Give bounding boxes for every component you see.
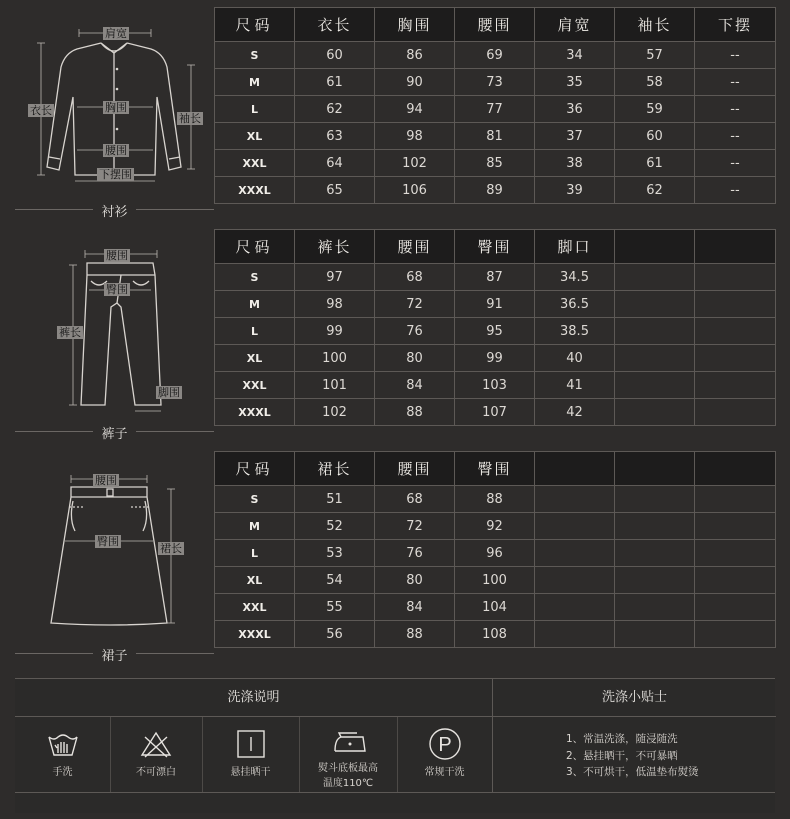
- value-cell: --: [695, 177, 776, 204]
- header-cell: 衣长: [295, 8, 375, 42]
- value-cell: 41: [535, 372, 615, 399]
- shirt-section: [15, 7, 775, 220]
- value-cell: 87: [455, 264, 535, 291]
- value-cell: [695, 486, 776, 513]
- size-cell: XXL: [215, 594, 295, 621]
- size-cell: XXL: [215, 372, 295, 399]
- size-cell: L: [215, 540, 295, 567]
- value-cell: 104: [455, 594, 535, 621]
- table-row: [215, 318, 776, 345]
- dry-clean-icon: [428, 727, 462, 761]
- header-cell: 腰围: [455, 8, 535, 42]
- value-cell: [615, 513, 695, 540]
- header-size: 尺码: [215, 8, 295, 42]
- value-cell: 58: [615, 69, 695, 96]
- value-cell: 68: [375, 486, 455, 513]
- pants-size-table: [214, 229, 776, 426]
- value-cell: 99: [295, 318, 375, 345]
- value-cell: [695, 621, 776, 648]
- value-cell: 59: [615, 96, 695, 123]
- value-cell: 52: [295, 513, 375, 540]
- value-cell: 85: [455, 150, 535, 177]
- header-cell: [615, 230, 695, 264]
- care-title: 洗涤说明: [15, 679, 492, 717]
- hem-tag: 下摆围: [99, 168, 132, 181]
- size-cell: M: [215, 291, 295, 318]
- leg-opening-tag: 脚围: [158, 386, 180, 399]
- header-cell: 臀围: [455, 230, 535, 264]
- svg-text:P: P: [437, 734, 452, 756]
- size-cell: XXXL: [215, 399, 295, 426]
- value-cell: 55: [295, 594, 375, 621]
- value-cell: [695, 318, 776, 345]
- table-row: [215, 42, 776, 69]
- value-cell: 96: [455, 540, 535, 567]
- value-cell: 72: [375, 513, 455, 540]
- chest-tag: 胸围: [105, 101, 127, 114]
- tip-item: 2、悬挂晒干，不可暴晒: [566, 749, 678, 762]
- value-cell: 65: [295, 177, 375, 204]
- size-cell: M: [215, 513, 295, 540]
- value-cell: --: [695, 150, 776, 177]
- size-cell: XXXL: [215, 177, 295, 204]
- value-cell: [615, 567, 695, 594]
- value-cell: [615, 291, 695, 318]
- shirt-size-table: [214, 7, 776, 204]
- hand-wash-icon: [46, 729, 80, 759]
- skirt-size-table: [214, 451, 776, 648]
- value-cell: 40: [535, 345, 615, 372]
- table-row: [215, 150, 776, 177]
- table-row: [215, 264, 776, 291]
- value-cell: 62: [295, 96, 375, 123]
- value-cell: 86: [375, 42, 455, 69]
- value-cell: 72: [375, 291, 455, 318]
- value-cell: [535, 594, 615, 621]
- value-cell: 107: [455, 399, 535, 426]
- length-tag: 衣长: [30, 104, 52, 117]
- table-row: [215, 567, 776, 594]
- hip-tag: 臀围: [97, 535, 119, 548]
- value-cell: 61: [615, 150, 695, 177]
- size-cell: XL: [215, 567, 295, 594]
- pants-length-tag: 裤长: [59, 326, 81, 339]
- value-cell: 53: [295, 540, 375, 567]
- size-cell: XXL: [215, 150, 295, 177]
- value-cell: 103: [455, 372, 535, 399]
- size-cell: M: [215, 69, 295, 96]
- value-cell: 94: [375, 96, 455, 123]
- value-cell: 108: [455, 621, 535, 648]
- value-cell: [615, 264, 695, 291]
- value-cell: 34: [535, 42, 615, 69]
- value-cell: 98: [375, 123, 455, 150]
- shirt-label: 衬衫: [15, 201, 214, 220]
- header-size: 尺码: [215, 452, 295, 486]
- care-item-hang-dry: 悬挂晒干: [202, 717, 300, 792]
- iron-icon: [329, 729, 367, 755]
- hip-tag: 臀围: [106, 283, 128, 296]
- size-cell: S: [215, 42, 295, 69]
- skirt-label: 裙子: [15, 645, 214, 664]
- value-cell: [535, 621, 615, 648]
- tip-item: 3、不可烘干，低温垫布熨烫: [566, 766, 699, 778]
- size-cell: L: [215, 96, 295, 123]
- value-cell: 88: [455, 486, 535, 513]
- table-row: [215, 177, 776, 204]
- value-cell: 61: [295, 69, 375, 96]
- table-row: [215, 96, 776, 123]
- value-cell: [535, 486, 615, 513]
- waist-tag: 腰围: [95, 474, 117, 487]
- value-cell: 38: [535, 150, 615, 177]
- table-row: [215, 345, 776, 372]
- size-cell: L: [215, 318, 295, 345]
- care-bottom-line: [15, 792, 775, 793]
- value-cell: 64: [295, 150, 375, 177]
- value-cell: [615, 345, 695, 372]
- value-cell: [535, 567, 615, 594]
- value-cell: 90: [375, 69, 455, 96]
- value-cell: [615, 621, 695, 648]
- care-item-dry-clean: P 常规干洗: [397, 717, 492, 792]
- value-cell: [615, 594, 695, 621]
- header-cell: 臀围: [455, 452, 535, 486]
- care-tips-title: 洗涤小贴士: [492, 679, 776, 717]
- header-cell: 脚口: [535, 230, 615, 264]
- header-cell: 裙长: [295, 452, 375, 486]
- value-cell: 68: [375, 264, 455, 291]
- value-cell: --: [695, 42, 776, 69]
- value-cell: [615, 372, 695, 399]
- value-cell: [535, 540, 615, 567]
- shoulder-tag: 肩宽: [105, 27, 127, 40]
- header-cell: [535, 452, 615, 486]
- value-cell: 38.5: [535, 318, 615, 345]
- value-cell: 54: [295, 567, 375, 594]
- pants-illustration: [15, 229, 214, 442]
- value-cell: 81: [455, 123, 535, 150]
- header-cell: 腰围: [375, 230, 455, 264]
- value-cell: 91: [455, 291, 535, 318]
- value-cell: [615, 318, 695, 345]
- pants-section: [15, 229, 775, 442]
- size-cell: XL: [215, 345, 295, 372]
- size-cell: XXXL: [215, 621, 295, 648]
- value-cell: 101: [295, 372, 375, 399]
- value-cell: 37: [535, 123, 615, 150]
- header-cell: 腰围: [375, 452, 455, 486]
- value-cell: 102: [375, 150, 455, 177]
- value-cell: 80: [375, 345, 455, 372]
- value-cell: [695, 372, 776, 399]
- value-cell: 80: [375, 567, 455, 594]
- care-tips: [566, 731, 699, 781]
- no-bleach-icon: [139, 729, 173, 759]
- value-cell: 89: [455, 177, 535, 204]
- table-row: [215, 291, 776, 318]
- value-cell: [695, 540, 776, 567]
- value-cell: 69: [455, 42, 535, 69]
- table-row: [215, 621, 776, 648]
- table-row: [215, 513, 776, 540]
- value-cell: 34.5: [535, 264, 615, 291]
- value-cell: 84: [375, 372, 455, 399]
- care-divider: [492, 717, 493, 792]
- value-cell: 95: [455, 318, 535, 345]
- value-cell: 56: [295, 621, 375, 648]
- value-cell: 35: [535, 69, 615, 96]
- header-cell: 胸围: [375, 8, 455, 42]
- skirt-length-tag: 裙长: [160, 542, 182, 555]
- value-cell: 76: [375, 318, 455, 345]
- table-row: [215, 399, 776, 426]
- value-cell: 102: [295, 399, 375, 426]
- value-cell: [695, 264, 776, 291]
- value-cell: 98: [295, 291, 375, 318]
- value-cell: [695, 399, 776, 426]
- value-cell: 60: [295, 42, 375, 69]
- hang-dry-icon: [234, 729, 268, 759]
- value-cell: --: [695, 123, 776, 150]
- table-row: [215, 594, 776, 621]
- value-cell: 92: [455, 513, 535, 540]
- value-cell: 77: [455, 96, 535, 123]
- value-cell: 99: [455, 345, 535, 372]
- value-cell: --: [695, 96, 776, 123]
- value-cell: 36: [535, 96, 615, 123]
- waist-tag: 腰围: [105, 144, 127, 157]
- sleeve-tag: 袖长: [179, 112, 201, 125]
- value-cell: 36.5: [535, 291, 615, 318]
- waist-tag: 腰围: [106, 249, 128, 262]
- header-cell: 下摆: [695, 8, 776, 42]
- value-cell: [695, 345, 776, 372]
- value-cell: 63: [295, 123, 375, 150]
- skirt-illustration: [15, 451, 214, 664]
- table-row: [215, 123, 776, 150]
- care-section: [15, 678, 775, 813]
- value-cell: 97: [295, 264, 375, 291]
- care-item-iron: 熨斗底板最高 温度110℃: [299, 717, 398, 792]
- size-cell: S: [215, 264, 295, 291]
- value-cell: 100: [455, 567, 535, 594]
- value-cell: --: [695, 69, 776, 96]
- value-cell: 73: [455, 69, 535, 96]
- value-cell: [615, 486, 695, 513]
- value-cell: 100: [295, 345, 375, 372]
- header-cell: 肩宽: [535, 8, 615, 42]
- value-cell: 84: [375, 594, 455, 621]
- tip-item: 1、常温洗涤，随浸随洗: [566, 733, 678, 745]
- table-row: [215, 486, 776, 513]
- value-cell: [535, 513, 615, 540]
- table-row: [215, 372, 776, 399]
- value-cell: 42: [535, 399, 615, 426]
- shirt-illustration: [15, 7, 214, 220]
- header-cell: [695, 230, 776, 264]
- value-cell: 62: [615, 177, 695, 204]
- header-cell: 袖长: [615, 8, 695, 42]
- value-cell: 51: [295, 486, 375, 513]
- value-cell: [615, 540, 695, 567]
- header-cell: [615, 452, 695, 486]
- header-cell: [695, 452, 776, 486]
- pants-label: 裤子: [15, 423, 214, 442]
- care-item-no-bleach: 不可漂白: [110, 717, 203, 792]
- value-cell: [695, 567, 776, 594]
- value-cell: 88: [375, 399, 455, 426]
- header-cell: 裤长: [295, 230, 375, 264]
- skirt-section: [15, 451, 775, 664]
- size-cell: S: [215, 486, 295, 513]
- value-cell: 76: [375, 540, 455, 567]
- value-cell: [615, 399, 695, 426]
- header-size: 尺码: [215, 230, 295, 264]
- value-cell: 57: [615, 42, 695, 69]
- care-item-hand-wash: 手洗: [15, 717, 111, 792]
- value-cell: 60: [615, 123, 695, 150]
- value-cell: [695, 291, 776, 318]
- table-row: [215, 69, 776, 96]
- size-cell: XL: [215, 123, 295, 150]
- value-cell: 106: [375, 177, 455, 204]
- care-icons: [15, 717, 492, 792]
- value-cell: [695, 594, 776, 621]
- value-cell: 88: [375, 621, 455, 648]
- value-cell: [695, 513, 776, 540]
- table-row: [215, 540, 776, 567]
- value-cell: 39: [535, 177, 615, 204]
